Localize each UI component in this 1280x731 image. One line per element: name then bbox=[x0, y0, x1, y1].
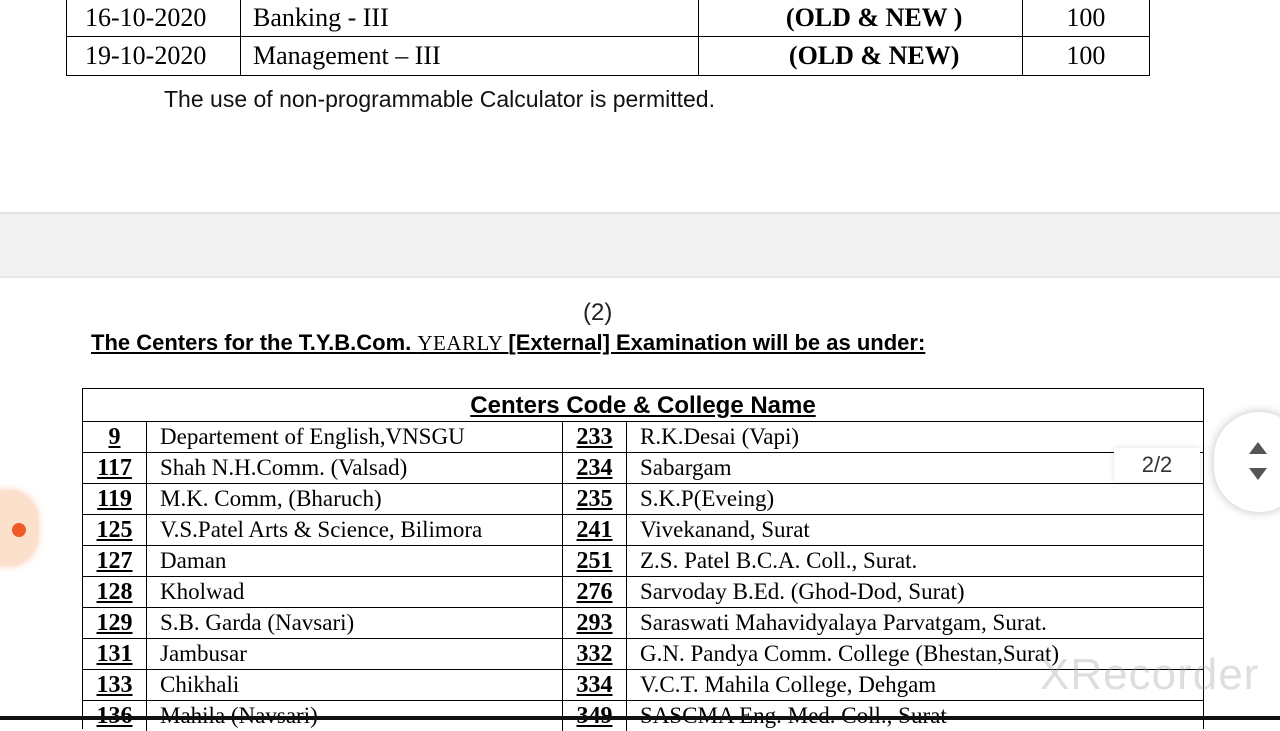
triangle-up-icon[interactable] bbox=[1249, 442, 1267, 454]
table-row bbox=[67, 0, 1150, 37]
center-code: 293 bbox=[563, 608, 627, 639]
table-row bbox=[67, 37, 1150, 76]
record-dot-icon bbox=[12, 523, 26, 537]
heading-part: The Centers for the T.Y.B.Com. bbox=[91, 330, 417, 355]
center-code: 234 bbox=[563, 453, 627, 484]
college-name: Sarvoday B.Ed. (Ghod-Dod, Surat) bbox=[627, 577, 1204, 608]
college-name: G.N. Pandya Comm. College (Bhestan,Surat) bbox=[627, 639, 1204, 670]
college-name: Departement of English,VNSGU bbox=[147, 422, 563, 453]
triangle-down-icon[interactable] bbox=[1249, 468, 1267, 480]
center-code: 129 bbox=[83, 608, 147, 639]
center-code: 127 bbox=[83, 546, 147, 577]
college-name: Sabargam bbox=[627, 453, 1204, 484]
table-row bbox=[83, 515, 1203, 546]
exam-schedule-table bbox=[66, 0, 1150, 76]
recorder-watermark: XRecorder bbox=[1040, 650, 1259, 700]
center-code: 233 bbox=[563, 422, 627, 453]
college-name: Shah N.H.Comm. (Valsad) bbox=[147, 453, 563, 484]
table-row bbox=[83, 422, 1203, 453]
college-name: V.S.Patel Arts & Science, Bilimora bbox=[147, 515, 563, 546]
exam-type: (OLD & NEW ) bbox=[698, 0, 1022, 37]
exam-subject: Management – III bbox=[241, 37, 699, 76]
center-code: 119 bbox=[83, 484, 147, 515]
exam-date: 19-10-2020 bbox=[67, 37, 241, 76]
table-row bbox=[83, 608, 1203, 639]
center-code: 128 bbox=[83, 577, 147, 608]
table-row bbox=[83, 670, 1203, 701]
college-name: Daman bbox=[147, 546, 563, 577]
college-name: Chikhali bbox=[147, 670, 563, 701]
college-name: S.K.P(Eveing) bbox=[627, 484, 1204, 515]
center-code: 117 bbox=[83, 453, 147, 484]
centers-heading bbox=[91, 330, 925, 356]
exam-type: (OLD & NEW) bbox=[698, 37, 1022, 76]
center-code: 334 bbox=[563, 670, 627, 701]
centers-table bbox=[83, 422, 1203, 731]
exam-marks: 100 bbox=[1022, 0, 1149, 37]
center-code: 9 bbox=[83, 422, 147, 453]
center-code: 276 bbox=[563, 577, 627, 608]
bottom-edge-bar bbox=[0, 716, 1280, 720]
center-code: 241 bbox=[563, 515, 627, 546]
heading-part: [External] Examination will be as under: bbox=[508, 330, 925, 355]
table-row bbox=[83, 639, 1203, 670]
college-name: Saraswati Mahavidyalaya Parvatgam, Surat. bbox=[627, 608, 1204, 639]
exam-date: 16-10-2020 bbox=[67, 0, 241, 37]
page-number: (2) bbox=[583, 299, 612, 327]
heading-part: YEARLY bbox=[417, 331, 508, 355]
table-row bbox=[83, 577, 1203, 608]
center-code: 131 bbox=[83, 639, 147, 670]
calculator-note: The use of non-programmable Calculator is permitted. bbox=[164, 86, 715, 113]
table-row bbox=[83, 484, 1203, 515]
fast-scroll-handle[interactable] bbox=[1214, 412, 1280, 512]
centers-table-title: Centers Code & College Name bbox=[83, 389, 1203, 422]
exam-subject: Banking - III bbox=[241, 0, 699, 37]
college-name: Jambusar bbox=[147, 639, 563, 670]
center-code: 235 bbox=[563, 484, 627, 515]
center-code: 251 bbox=[563, 546, 627, 577]
college-name: V.C.T. Mahila College, Dehgam bbox=[627, 670, 1204, 701]
college-name: Z.S. Patel B.C.A. Coll., Surat. bbox=[627, 546, 1204, 577]
table-row bbox=[83, 453, 1203, 484]
center-code: 125 bbox=[83, 515, 147, 546]
center-code: 133 bbox=[83, 670, 147, 701]
centers-table-container bbox=[82, 388, 1204, 729]
page-separator bbox=[0, 212, 1280, 278]
college-name: R.K.Desai (Vapi) bbox=[627, 422, 1204, 453]
exam-marks: 100 bbox=[1022, 37, 1149, 76]
college-name: M.K. Comm, (Bharuch) bbox=[147, 484, 563, 515]
table-row bbox=[83, 546, 1203, 577]
college-name: Vivekanand, Surat bbox=[627, 515, 1204, 546]
college-name: Kholwad bbox=[147, 577, 563, 608]
college-name: S.B. Garda (Navsari) bbox=[147, 608, 563, 639]
page-indicator: 2/2 bbox=[1114, 448, 1200, 482]
center-code: 332 bbox=[563, 639, 627, 670]
